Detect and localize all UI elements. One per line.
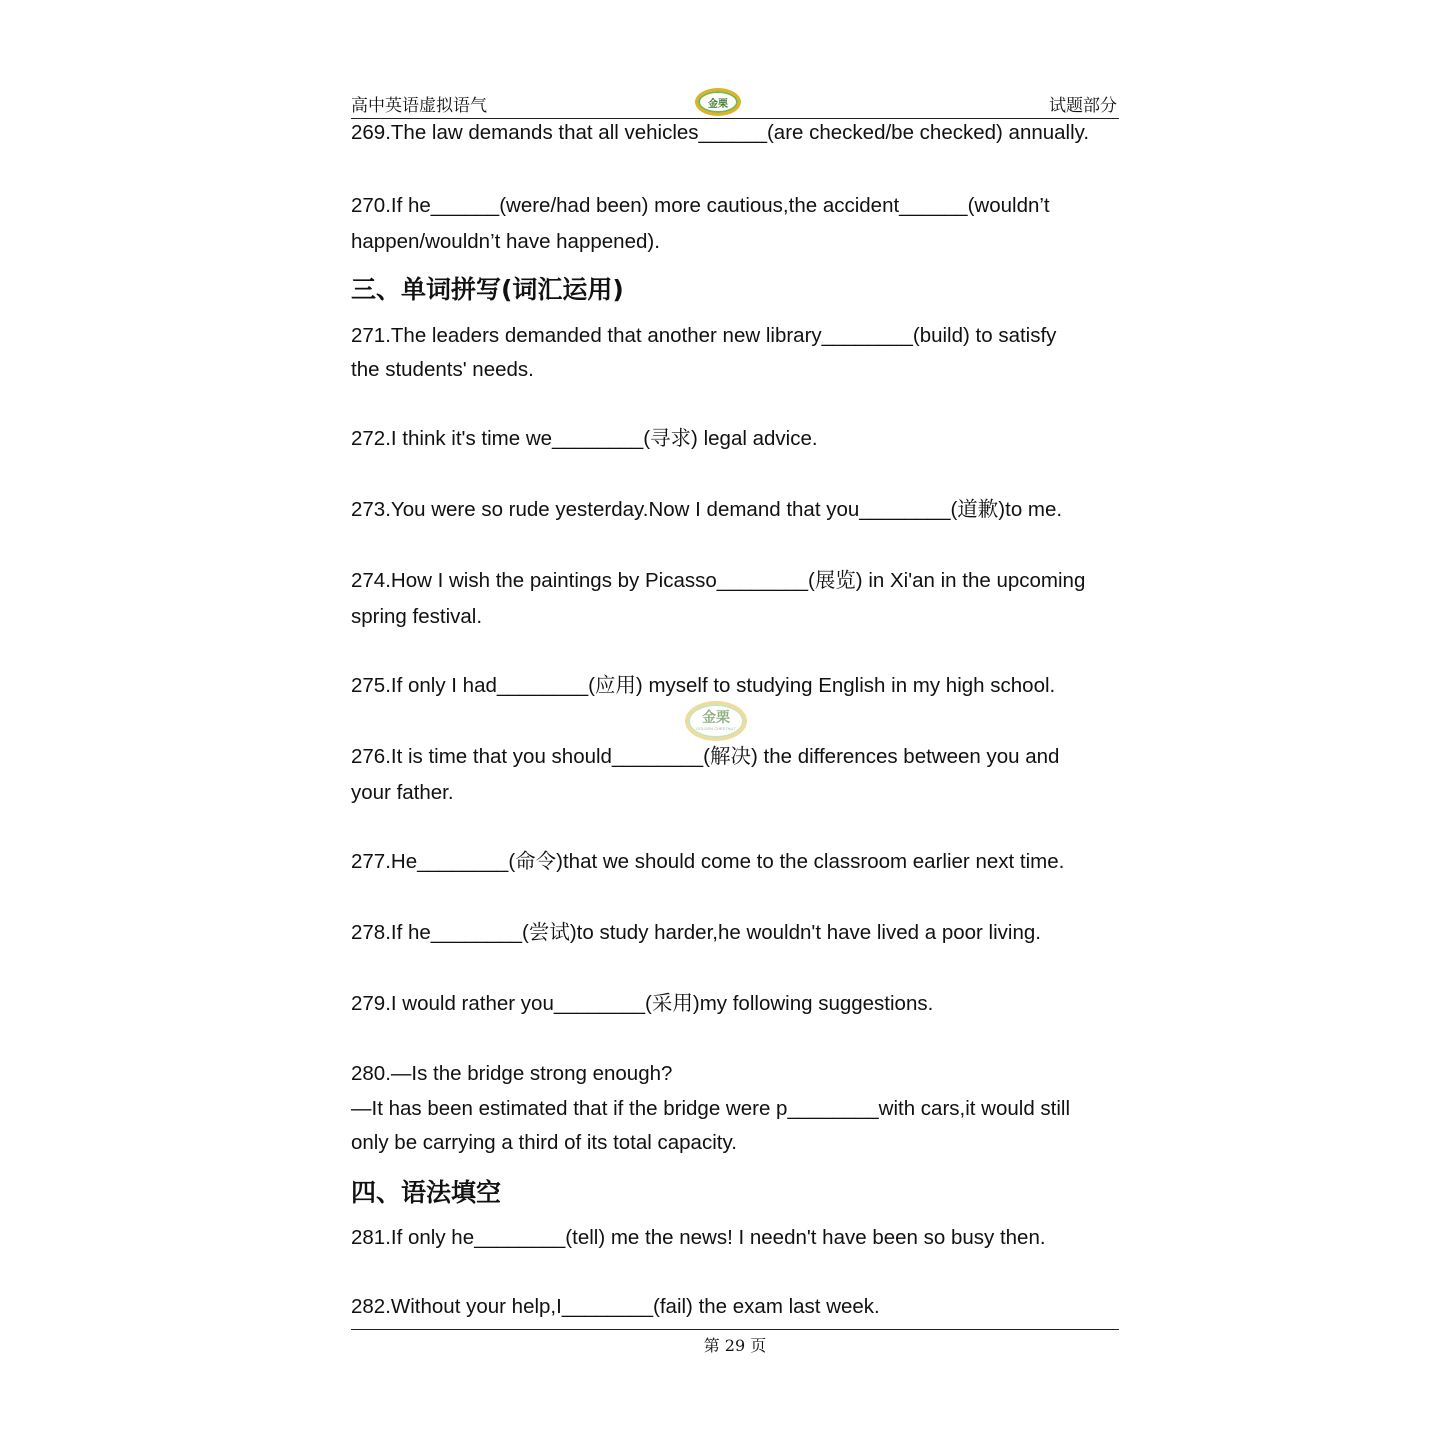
question-276-line2: your father. (351, 781, 454, 804)
question-269: 269.The law demands that all vehicles______(are checked/be checked) annually. (351, 121, 1090, 144)
question-274-line2: spring festival. (351, 605, 483, 628)
section-heading-4: 四、语法填空 (351, 1178, 502, 1207)
question-282: 282.Without your help,I________(fail) the exam last week. (351, 1295, 880, 1318)
watermark-logo-icon (685, 701, 747, 741)
watermark-subtext: GOLDEN CHESTNUT (696, 726, 736, 731)
question-280-line3: only be carrying a third of its total capacity. (351, 1131, 737, 1154)
question-280-line2: —It has been estimated that if the bridge were p________with cars,it would still (351, 1097, 1071, 1120)
logo-text: 金栗 (708, 98, 728, 110)
document-page (351, 0, 1119, 1440)
question-275: 275.If only I had________(应用) myself to studying English in my high school. (351, 674, 1056, 697)
question-276-line1: 276.It is time that you should________(解决) the differences between you and (351, 745, 1060, 768)
question-278: 278.If he________(尝试)to study harder,he wouldn't have lived a poor living. (351, 921, 1041, 944)
question-280-line1: 280.—Is the bridge strong enough? (351, 1062, 673, 1085)
header-title-right: 试题部分 (1049, 96, 1117, 116)
question-277: 277.He________(命令)that we should come to the classroom earlier next time. (351, 850, 1065, 873)
header-title-left: 高中英语虚拟语气 (351, 96, 487, 116)
question-281: 281.If only he________(tell) me the news! I needn't have been so busy then. (351, 1226, 1046, 1249)
page-number: 第 29 页 (703, 1336, 767, 1355)
page-header (351, 88, 1119, 119)
logo-icon (695, 88, 741, 116)
page-footer-rule (351, 1329, 1119, 1330)
question-279: 279.I would rather you________(采用)my following suggestions. (351, 992, 934, 1015)
watermark-text: 金栗 (702, 710, 730, 726)
section-heading-3: 三、单词拼写(词汇运用) (351, 275, 624, 304)
question-270-line1: 270.If he______(were/had been) more cautious,the accident______(wouldn’t (351, 194, 1050, 217)
question-274-line1: 274.How I wish the paintings by Picasso________(展览) in Xi'an in the upcoming (351, 569, 1086, 592)
question-271-line1: 271.The leaders demanded that another new library________(build) to satisfy (351, 324, 1057, 347)
question-272: 272.I think it's time we________(寻求) legal advice. (351, 427, 818, 450)
question-271-line2: the students' needs. (351, 358, 534, 381)
question-270-line2: happen/wouldn’t have happened). (351, 230, 660, 253)
question-273: 273.You were so rude yesterday.Now I demand that you________(道歉)to me. (351, 498, 1063, 521)
